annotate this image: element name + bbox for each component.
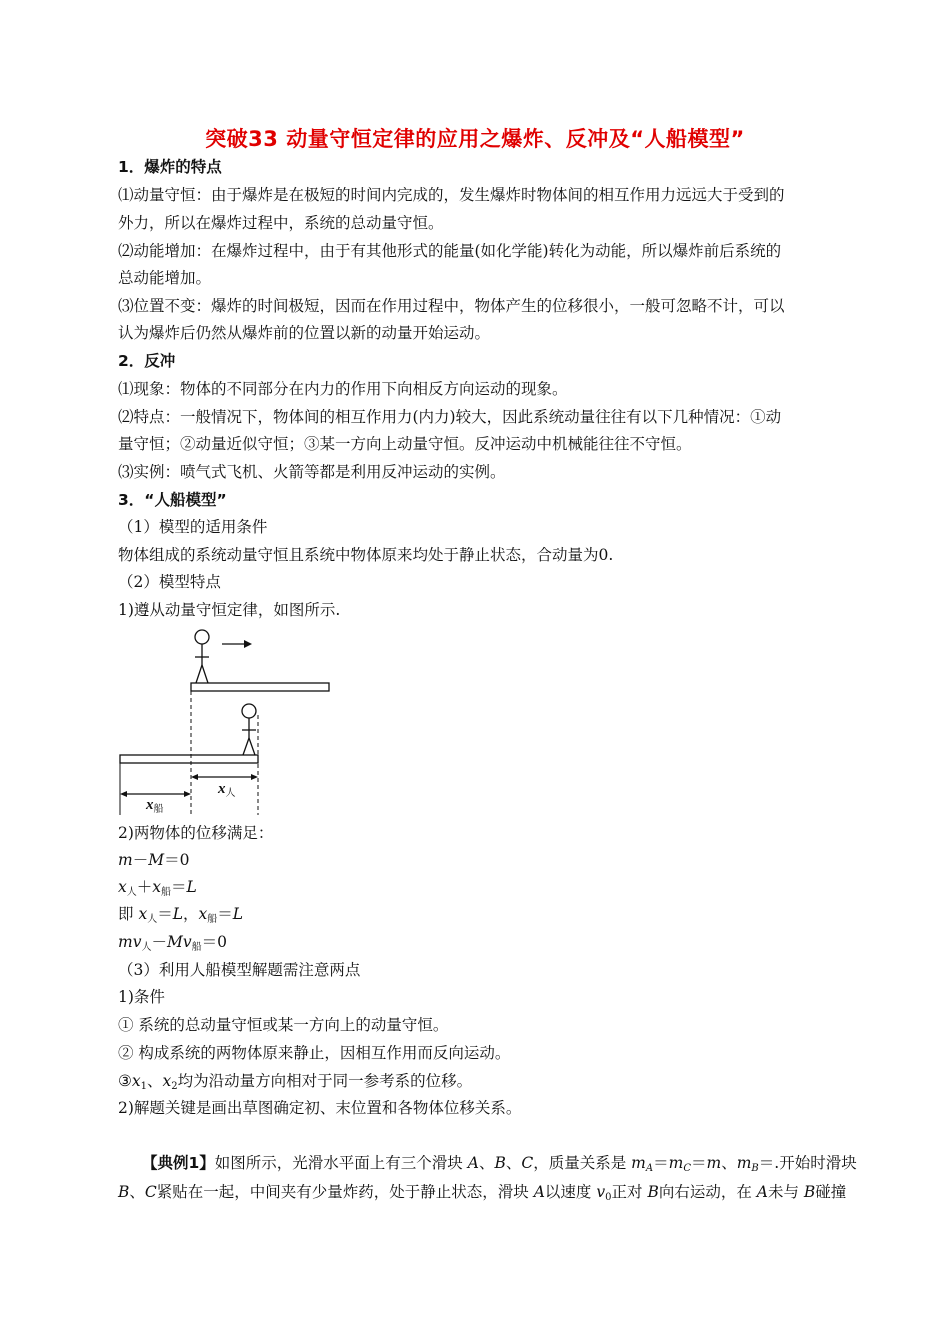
paragraph: 2)解题关键是画出草图确定初、末位置和各物体位移关系。 xyxy=(118,1099,522,1117)
paragraph: ② 构成系统的两物体原来静止，因相互作用而反向运动。 xyxy=(118,1044,511,1062)
section-2-heading: 2．反冲 xyxy=(118,352,176,370)
paragraph: 外力，所以在爆炸过程中，系统的总动量守恒。 xyxy=(118,214,444,232)
paragraph: ⑴动量守恒：由于爆炸是在极短的时间内完成的，发生爆炸时物体间的相互作用力远远大于受到的 xyxy=(118,186,785,204)
paragraph: 总动能增加。 xyxy=(118,269,212,287)
example-line-1: 【典例1】如图所示，光滑水平面上有三个滑块 A、B、C，质量关系是 $m_A=m_C=m$、$m_B=$.开始时滑块 xyxy=(142,1154,857,1174)
equation-1: m－M＝0 xyxy=(118,851,190,869)
paragraph: $③x_1$、$x_2$均为沿动量方向相对于同一参考系的位移。 xyxy=(118,1072,473,1092)
paragraph: 物体组成的系统动量守恒且系统中物体原来均处于静止状态，合动量为0. xyxy=(118,546,614,564)
subheading: （2）模型特点 xyxy=(118,573,221,591)
boat-before xyxy=(191,683,329,691)
equation-3: 即 $x_人=L$，$x_船=L$ xyxy=(118,905,244,925)
page-title: 突破33 动量守恒定律的应用之爆炸、反冲及“人船模型” xyxy=(205,127,745,151)
paragraph: 1)条件 xyxy=(118,988,165,1006)
paragraph: ⑶实例：喷气式飞机、火箭等都是利用反冲运动的实例。 xyxy=(118,463,506,481)
paragraph: ① 系统的总动量守恒或某一方向上的动量守恒。 xyxy=(118,1016,449,1034)
equation-2: $x_人+x_船=L$ xyxy=(118,878,197,898)
paragraph: ⑴现象：物体的不同部分在内力的作用下向相反方向运动的现象。 xyxy=(118,380,568,398)
paragraph: 量守恒；②动量近似守恒；③某一方向上动量守恒。反冲运动中机械能往往不守恒。 xyxy=(118,435,692,453)
man-boat-figure xyxy=(118,627,330,817)
paragraph: ⑵特点：一般情况下，物体间的相互作用力(内力)较大，因此系统动量往往有以下几种情况：①动 xyxy=(118,408,782,426)
section-3-heading: 3．“人船模型” xyxy=(118,491,227,509)
paragraph: 2)两物体的位移满足： xyxy=(118,824,274,842)
subheading: （3）利用人船模型解题需注意两点 xyxy=(118,961,361,979)
paragraph: 1)遵从动量守恒定律，如图所示. xyxy=(118,601,341,619)
example-line-2: B、C紧贴在一起，中间夹有少量炸药，处于静止状态，滑块 A以速度 $v_0$正对 B向右运动，在 A未与 B碰撞 xyxy=(118,1183,847,1203)
equation-4: $mv_人-Mv_船=0$ xyxy=(118,933,227,953)
person-after-icon xyxy=(242,704,256,755)
paragraph: ⑵动能增加：在爆炸过程中，由于有其他形式的能量(如化学能)转化为动能，所以爆炸前后系统的 xyxy=(118,242,782,260)
paragraph: ⑶位置不变：爆炸的时间极短，因而在作用过程中，物体产生的位移很小，一般可忽略不计，可以 xyxy=(118,297,785,315)
velocity-arrow-icon xyxy=(222,640,252,648)
subheading: （1）模型的适用条件 xyxy=(118,518,268,536)
man-displacement-arrow xyxy=(191,774,258,780)
paragraph: 认为爆炸后仍然从爆炸前的位置以新的动量开始运动。 xyxy=(118,324,491,342)
section-1-heading: 1．爆炸的特点 xyxy=(118,158,222,176)
man-displacement-label: $x_人$ xyxy=(218,781,236,799)
boat-after xyxy=(120,755,258,763)
person-before-icon xyxy=(195,630,209,683)
ship-displacement-label: $x_船$ xyxy=(146,797,164,815)
